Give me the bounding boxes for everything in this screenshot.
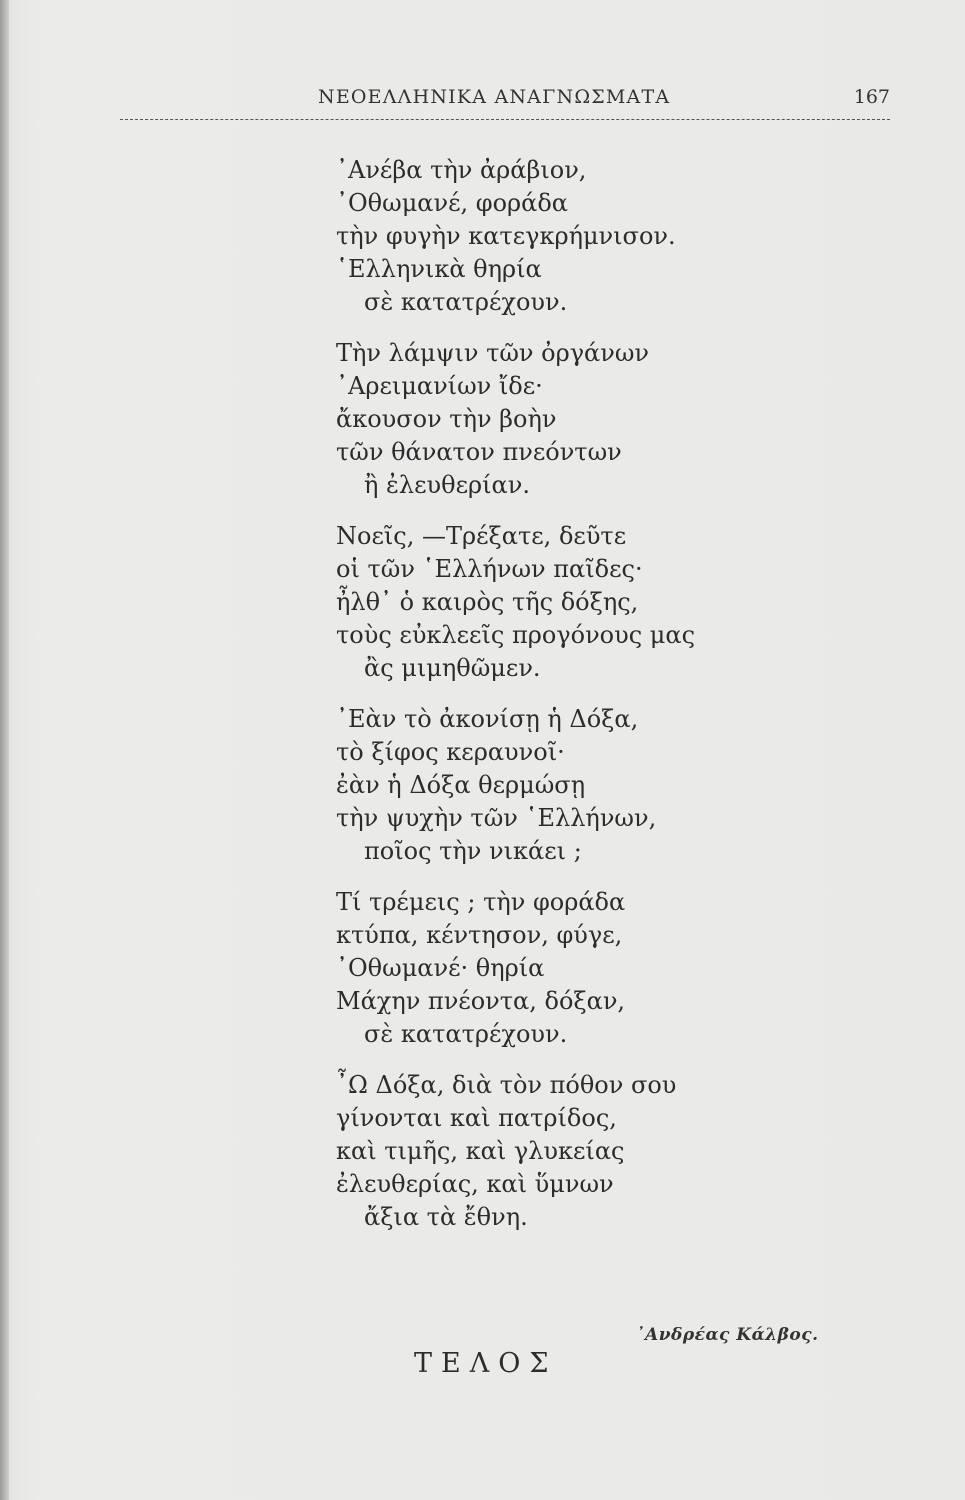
poem-line-short: σὲ κατατρέχουν.	[364, 288, 568, 316]
header-rule	[120, 119, 890, 120]
author-signature: ᾿Ανδρέας Κάλβος.	[636, 1325, 819, 1345]
poem-line: τοὺς εὐκλεεῖς προγόνους μας	[336, 621, 696, 649]
stanza-6	[336, 1069, 816, 1234]
poem-line-short: ἢ ἐλευθερίαν.	[364, 471, 530, 499]
page-number: 167	[853, 86, 890, 108]
end-mark: ΤΕΛΟΣ	[414, 1348, 558, 1379]
poem-line: ἐὰν ἡ Δόξα θερμώσῃ	[336, 771, 586, 799]
poem-line: καὶ τιμῆς, καὶ γλυκείας	[336, 1137, 625, 1165]
poem-line: ἐλευθερίας, καὶ ὕμνων	[336, 1170, 614, 1198]
poem-line: τὴν ψυχὴν τῶν ῾Ελλήνων,	[336, 804, 657, 832]
stanza-2	[336, 337, 816, 502]
poem-line: Μάχην πνέοντα, δόξαν,	[336, 987, 626, 1015]
poem-line: Τί τρέμεις ; τὴν φοράδα	[336, 888, 626, 916]
poem-line: ᾿Οθωμανέ· θηρία	[336, 954, 545, 982]
poem-line: Νοεῖς, —Τρέξατε, δεῦτε	[336, 522, 627, 550]
poem-line: γίνονται καὶ πατρίδος,	[336, 1104, 617, 1132]
stanza-1	[336, 154, 816, 319]
poem-line: ἦλθ᾿ ὁ καιρὸς τῆς δόξης,	[336, 588, 639, 616]
poem	[336, 154, 816, 1234]
stanza-4	[336, 703, 816, 868]
stanza-5	[336, 886, 816, 1051]
poem-line: τὴν φυγὴν κατεγκρήμνισον.	[336, 222, 676, 250]
poem-line-short: ἂς μιμηθῶμεν.	[364, 654, 541, 682]
poem-line-short: σὲ κατατρέχουν.	[364, 1020, 568, 1048]
poem-line: ῾Ελληνικὰ θηρία	[336, 255, 542, 283]
poem-line: οἱ τῶν ῾Ελλήνων παῖδες·	[336, 555, 643, 583]
page-binding-edge	[0, 0, 9, 1500]
stanza-3	[336, 520, 816, 685]
poem-line-short: ἄξια τὰ ἔθνη.	[364, 1203, 528, 1231]
poem-line: ᾿Εὰν τὸ ἀκονίσῃ ἡ Δόξα,	[336, 705, 639, 733]
poem-line: Τὴν λάμψιν τῶν ὀργάνων	[336, 339, 649, 367]
poem-line: ἄκουσον τὴν βοὴν	[336, 405, 557, 433]
running-title: ΝΕΟΕΛΛΗΝΙΚΑ ΑΝΑΓΝΩΣΜΑΤΑ	[318, 86, 671, 108]
poem-line: ᾿Αρειμανίων ἴδε·	[336, 372, 543, 400]
poem-line: τῶν θάνατον πνεόντων	[336, 438, 622, 466]
running-header	[120, 86, 890, 118]
poem-line: ῏Ω Δόξα, διὰ τὸν πόθον σου	[336, 1071, 677, 1099]
poem-line: κτύπα, κέντησον, φύγε,	[336, 921, 623, 949]
poem-line: τὸ ξίφος κεραυνοῖ·	[336, 738, 565, 766]
poem-line: ᾿Οθωμανέ, φοράδα	[336, 189, 569, 217]
poem-line-short: ποῖος τὴν νικάει ;	[364, 837, 582, 865]
poem-line: ᾿Ανέβα τὴν ἀράβιον,	[336, 156, 587, 184]
